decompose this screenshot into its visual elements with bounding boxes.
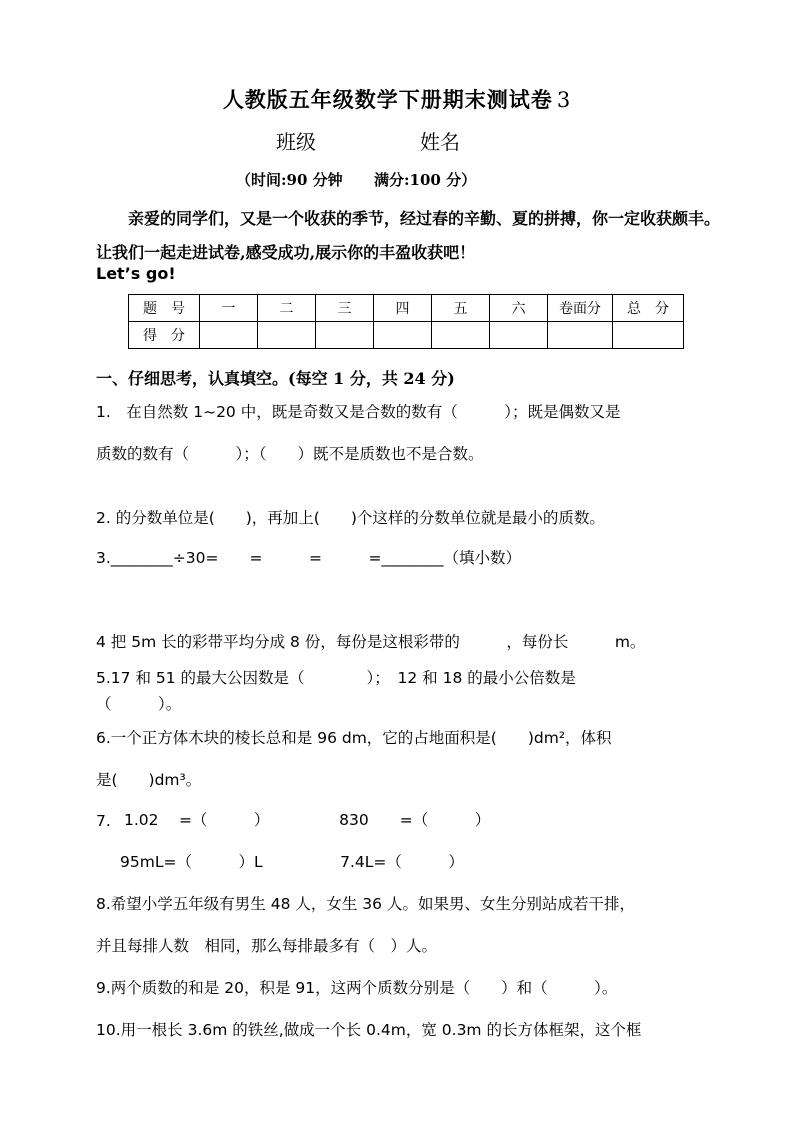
score-blank[interactable] bbox=[490, 322, 548, 349]
score-cell-4: 四 bbox=[374, 295, 432, 322]
section-heading: 一、仔细思考，认真填空。(每空 1 分，共 24 分) bbox=[96, 369, 455, 388]
question-1-line2: 质数的数有（ ）；（ ）既不是质数也不是合数。 bbox=[96, 445, 484, 463]
question-2: 2. 的分数单位是( )，再加上( )个这样的分数单位就是最小的质数。 bbox=[96, 509, 605, 527]
score-cell-6: 六 bbox=[490, 295, 548, 322]
question-10: 10.用一根长 3.6m 的铁丝,做成一个长 0.4m，宽 0.3m 的长方体框架，这个框 bbox=[96, 1021, 642, 1039]
class-label: 班级 bbox=[276, 130, 316, 154]
score-cell-1: 一 bbox=[200, 295, 258, 322]
question-3: 3.________÷30= = = =________（填小数） bbox=[96, 549, 521, 567]
score-cell-total: 总 分 bbox=[613, 295, 684, 322]
score-row-label: 得 分 bbox=[129, 322, 200, 349]
score-table-score-row bbox=[129, 322, 684, 349]
score-table-header-row bbox=[129, 295, 684, 322]
name-label: 姓名 bbox=[420, 130, 460, 154]
question-1-line1: 1. 在自然数 1~20 中，既是奇数又是合数的数有（ ）；既是偶数又是 bbox=[96, 403, 621, 421]
question-8-line2: 并且每排人数 相同，那么每排最多有（ ）人。 bbox=[96, 937, 438, 955]
score-cell-2: 二 bbox=[258, 295, 316, 322]
question-7-label: 7. bbox=[96, 812, 111, 830]
score-info: 满分:100 分） bbox=[374, 171, 477, 189]
time-info: （时间:90 分钟 bbox=[236, 171, 343, 189]
question-4: 4 把 5m 长的彩带平均分成 8 份，每份是这根彩带的 ，每份长 m。 bbox=[96, 633, 646, 651]
page-title bbox=[0, 84, 794, 114]
score-blank[interactable] bbox=[316, 322, 374, 349]
score-blank[interactable] bbox=[258, 322, 316, 349]
score-cell-5: 五 bbox=[432, 295, 490, 322]
score-cell-label: 题 号 bbox=[129, 295, 200, 322]
question-7-line2: 95mL=（ ）L 7.4L=（ ） bbox=[120, 853, 464, 871]
score-blank[interactable] bbox=[200, 322, 258, 349]
title-number: 3 bbox=[556, 88, 572, 112]
score-blank[interactable] bbox=[432, 322, 490, 349]
lets-go-text: Let’s go! bbox=[96, 264, 176, 283]
question-5-line2: （ ）。 bbox=[96, 695, 182, 713]
score-blank[interactable] bbox=[548, 322, 613, 349]
title-text: 人教版五年级数学下册期末测试卷 bbox=[222, 87, 553, 112]
score-blank[interactable] bbox=[613, 322, 684, 349]
question-5-line1: 5.17 和 51 的最大公因数是（ ）； 12 和 18 的最小公倍数是 bbox=[96, 669, 576, 687]
score-cell-neatness: 卷面分 bbox=[548, 295, 613, 322]
question-9: 9.两个质数的和是 20，积是 91，这两个质数分别是（ ）和（ ）。 bbox=[96, 979, 618, 997]
question-7-line1: 1.02 =（ ） 830 =（ ） bbox=[124, 811, 491, 829]
question-8-line1: 8.希望小学五年级有男生 48 人，女生 36 人。如果男、女生分别站成若干排， bbox=[96, 895, 635, 913]
score-blank[interactable] bbox=[374, 322, 432, 349]
score-table bbox=[128, 294, 684, 349]
score-cell-3: 三 bbox=[316, 295, 374, 322]
question-6-line1: 6.一个正方体木块的棱长总和是 96 dm，它的占地面积是( )dm²，体积 bbox=[96, 729, 612, 747]
intro-paragraph: 亲爱的同学们，又是一个收获的季节，经过春的辛勤、夏的拼搏，你一定收获颇丰。让我们一起走进试卷,感受成功,展示你的丰盈收获吧！ bbox=[96, 209, 721, 262]
question-6-line2: 是( )dm³。 bbox=[96, 771, 202, 789]
